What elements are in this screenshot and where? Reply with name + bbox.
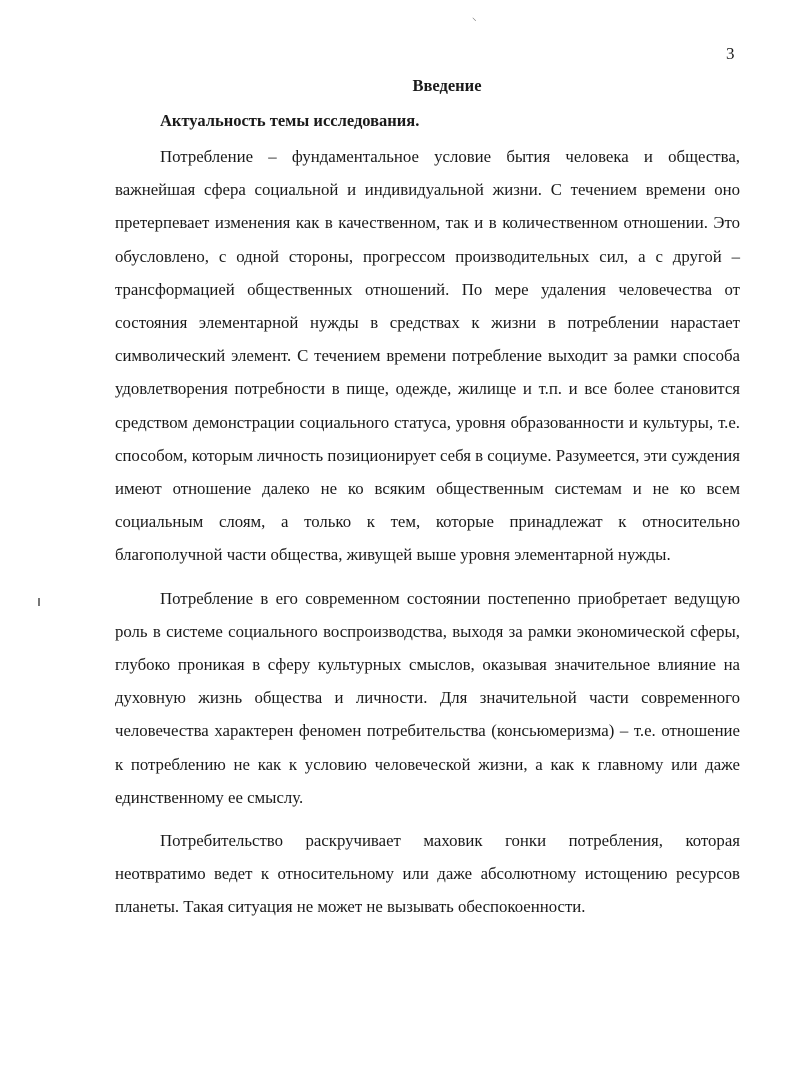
body-text [115,140,740,934]
page-number: 3 [726,44,735,63]
paragraph: Потребление в его современном состоянии постепенно приобретает ведущую роль в системе социального воспроизводства, выходя за рамки экономической сферы, глубоко проникая в сферу культурных смыслов, оказывая значительное влияние на духовную жизнь общества и личности. Для значительной части современного человечества характерен феномен потребительства (консьюмеризма) – т.е. отношение к потреблению не как к условию человеческой жизни, а как к главному или даже единственному ее смыслу. [115,588,740,807]
scan-artifact-line [38,598,40,606]
scan-artifact-mark: ⸌ [472,16,477,26]
section-subtitle: Актуальность темы исследования. [160,111,420,130]
paragraph: Потребительство раскручивает маховик гонки потребления, которая неотвратимо ведет к относительному или даже абсолютному истощению ресурсов планеты. Такая ситуация не может не вызывать обеспокоенности. [115,831,740,917]
section-title: Введение [412,76,482,95]
paragraph: Потребление – фундаментальное условие бытия человека и общества, важнейшая сфера социальной и индивидуальной жизни. С течением времени оно претерпевает изменения как в качественном, так и в количественном отношении. Это обусловлено, с одной стороны, прогрессом производительных сил, а с другой – трансформацией общественных отношений. По мере удаления человечества от состояния элементарной нужды в средствах к жизни в потреблении нарастает символический элемент. С течением времени потребление выходит за рамки способа удовлетворения потребности в пище, одежде, жилище и т.п. и все более становится средством демонстрации социального статуса, уровня образованности и культуры, т.е. способом, которым личность позиционирует себя в социуме. Разумеется, эти суждения имеют отношение далеко не ко всяким общественным системам и не ко всем социальным слоям, а только к тем, которые принадлежат к относительно благополучной части общества, живущей выше уровня элементарной нужды. [115,147,740,565]
